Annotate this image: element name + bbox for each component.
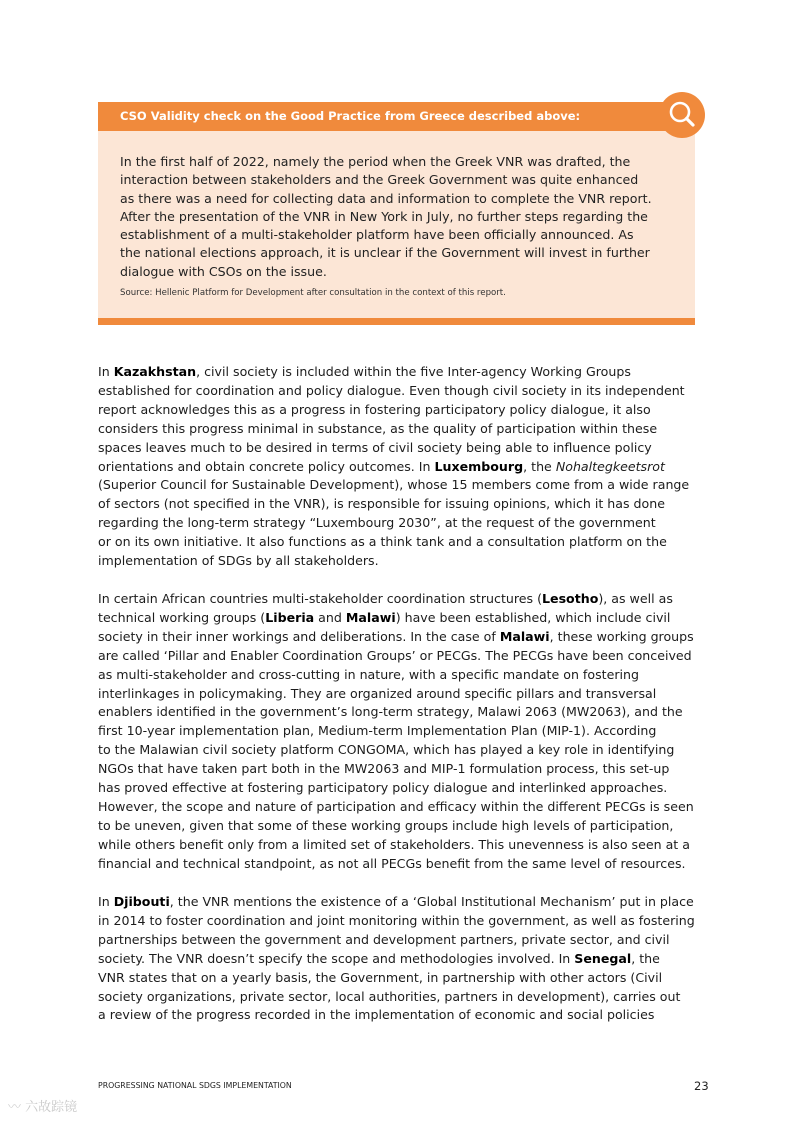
footer-running-title: PROGRESSING NATIONAL SDGS IMPLEMENTATION [98,1081,292,1090]
text-run: ), as well as [598,591,673,606]
box-source: Source: Hellenic Platform for Development after consultation in the context of this report. [120,288,506,298]
bold-term: Djibouti [113,894,170,909]
paragraph-kazakhstan-luxembourg [98,363,698,571]
box-text-line: dialogue with CSOs on the issue. [120,263,327,279]
box-text-line: as there was a need for collecting data and information to complete the VNR report. [120,190,652,206]
paragraph-line [98,988,698,1007]
text-run: to the Malawian civil society platform CONGOMA, which has played a key role in identifying [98,742,675,758]
paragraph-line [98,741,698,760]
text-run: regarding the long-term strategy “Luxembourg 2030”, at the request of the government [98,515,656,531]
box-text-line: In the first half of 2022, namely the period when the Greek VNR was drafted, the [120,154,631,169]
paragraph-line [98,552,698,571]
cso-validity-box [98,102,695,325]
paragraph-line [98,855,698,874]
box-body [120,153,680,281]
text-run: has proved effective at fostering participatory policy dialogue and interlinked approaches. [98,780,668,796]
text-run: technical working groups ( [98,609,266,625]
paragraph-line [98,836,698,855]
bold-term: Kazakhstan [113,364,197,379]
paragraph-line [98,666,698,685]
text-run: and [314,609,346,625]
text-run: while others benefit only from a limited set of stakeholders. This unevenness is also seen at a [98,836,690,852]
text-run: first 10-year implementation plan, Medium-term Implementation Plan (MIP-1). According [98,723,657,739]
text-run: In [98,364,114,379]
page-number: 23 [694,1079,709,1093]
text-run: NGOs that have taken part both in the MW2063 and MIP-1 formulation process, this set-up [98,761,670,777]
paragraph-line [98,609,698,628]
bold-term: Malawi [345,609,396,625]
text-run: , the [523,458,556,474]
box-text-line: establishment of a multi-stakeholder platform have been officially announced. As [120,227,634,243]
box-title: CSO Validity check on the Good Practice from Greece described above: [120,109,581,123]
text-run: in 2014 to foster coordination and joint monitoring within the government, as well as fostering [98,912,695,928]
paragraph-line [98,382,698,401]
text-run: considers this progress minimal in substance, as the quality of participation within these [98,420,658,436]
paragraph-line [98,647,698,666]
paragraph-line [98,798,698,817]
text-run: spaces leaves much to be desired in terms of civil society being able to influence policy [98,439,652,455]
paragraph-line [98,950,698,969]
box-header [98,102,695,131]
paragraph-line [98,893,698,912]
box-text-line: After the presentation of the VNR in New York in July, no further steps regarding the [120,208,648,224]
bold-term: Senegal [574,950,632,966]
text-run: are called ‘Pillar and Enabler Coordination Groups’ or PECGs. The PECGs have been conceived [98,647,692,663]
text-run: enablers identified in the government’s long-term strategy, Malawi 2063 (MW2063), and the [98,704,683,720]
paragraph-line [98,439,698,458]
bold-term: Lesotho [542,591,599,606]
text-run: In [98,894,114,909]
paragraph-line [98,1006,698,1025]
watermark-icon: 〰 [8,1100,22,1115]
magnifier-icon [659,92,705,138]
paragraph-line [98,363,698,382]
text-run: or on its own initiative. It also functions as a think tank and a consultation platform on the [98,534,667,550]
text-run: society. The VNR doesn’t specify the scope and methodologies involved. In [98,950,575,966]
bold-term: Malawi [499,628,550,644]
paragraph-line [98,779,698,798]
text-run: partnerships between the government and development partners, private sector, and civil [98,931,670,947]
paragraph-line [98,476,698,495]
paragraph-line [98,420,698,439]
text-run: In certain African countries multi-stakeholder coordination structures ( [98,591,542,606]
paragraph-djibouti-senegal [98,893,698,1025]
bold-term: Liberia [265,609,315,625]
italic-term: Nohaltegkeetsrot [555,458,665,474]
text-run: implementation of SDGs by all stakeholders. [98,553,379,569]
text-run: society organizations, private sector, local authorities, partners in development), carries out [98,988,681,1004]
text-run: society in their inner workings and deliberations. In the case of [98,628,500,644]
text-run: interlinkages in policymaking. They are organized around specific pillars and transversal [98,685,657,701]
paragraph-line [98,628,698,647]
watermark-logo [8,1096,77,1115]
paragraph-line [98,458,698,477]
text-run: , these working groups [549,628,694,644]
text-run: , the VNR mentions the existence of a ‘Global Institutional Mechanism’ put in place [169,894,694,909]
paragraph-line [98,685,698,704]
text-run: of sectors (not specified in the VNR), is responsible for issuing opinions, which it has done [98,496,665,512]
paragraph-line [98,533,698,552]
paragraph-line [98,703,698,722]
text-run: VNR states that on a yearly basis, the Government, in partnership with other actors (Civil [98,969,663,985]
text-run: to be uneven, given that some of these working groups include high levels of participation, [98,817,674,833]
paragraph-line [98,760,698,779]
text-run: However, the scope and nature of participation and efficacy within the different PECGs is seen [98,798,694,814]
text-run: financial and technical standpoint, as not all PECGs benefit from the same level of resources. [98,855,686,871]
text-run: ) have been established, which include civil [395,609,671,625]
box-text-line: the national elections approach, it is unclear if the Government will invest in further [120,245,650,261]
box-text-line: interaction between stakeholders and the Greek Government was quite enhanced [120,172,639,188]
paragraph-line [98,969,698,988]
box-bottom-bar [98,318,695,325]
paragraph-line [98,912,698,931]
text-run: report acknowledges this as a progress in fostering participatory policy dialogue, it also [98,401,651,417]
paragraph-line [98,514,698,533]
paragraph-line [98,495,698,514]
paragraph-line [98,817,698,836]
text-run: established for coordination and policy dialogue. Even though civil society in its independent [98,382,685,398]
bold-term: Luxembourg [434,458,524,474]
paragraph-line [98,931,698,950]
paragraph-african-countries [98,590,698,874]
paragraph-line [98,590,698,609]
watermark-text: 六故踪镜 [25,1100,78,1115]
text-run: as multi-stakeholder and cross-cutting in nature, with a specific mandate on fostering [98,666,639,682]
paragraph-line [98,401,698,420]
text-run: , the [631,950,660,966]
text-run: , civil society is included within the five Inter-agency Working Groups [196,364,631,379]
text-run: orientations and obtain concrete policy outcomes. In [98,458,435,474]
text-run: a review of the progress recorded in the implementation of economic and social policies [98,1007,655,1023]
paragraph-line [98,722,698,741]
text-run: (Superior Council for Sustainable Development), whose 15 members come from a wide range [98,477,690,493]
